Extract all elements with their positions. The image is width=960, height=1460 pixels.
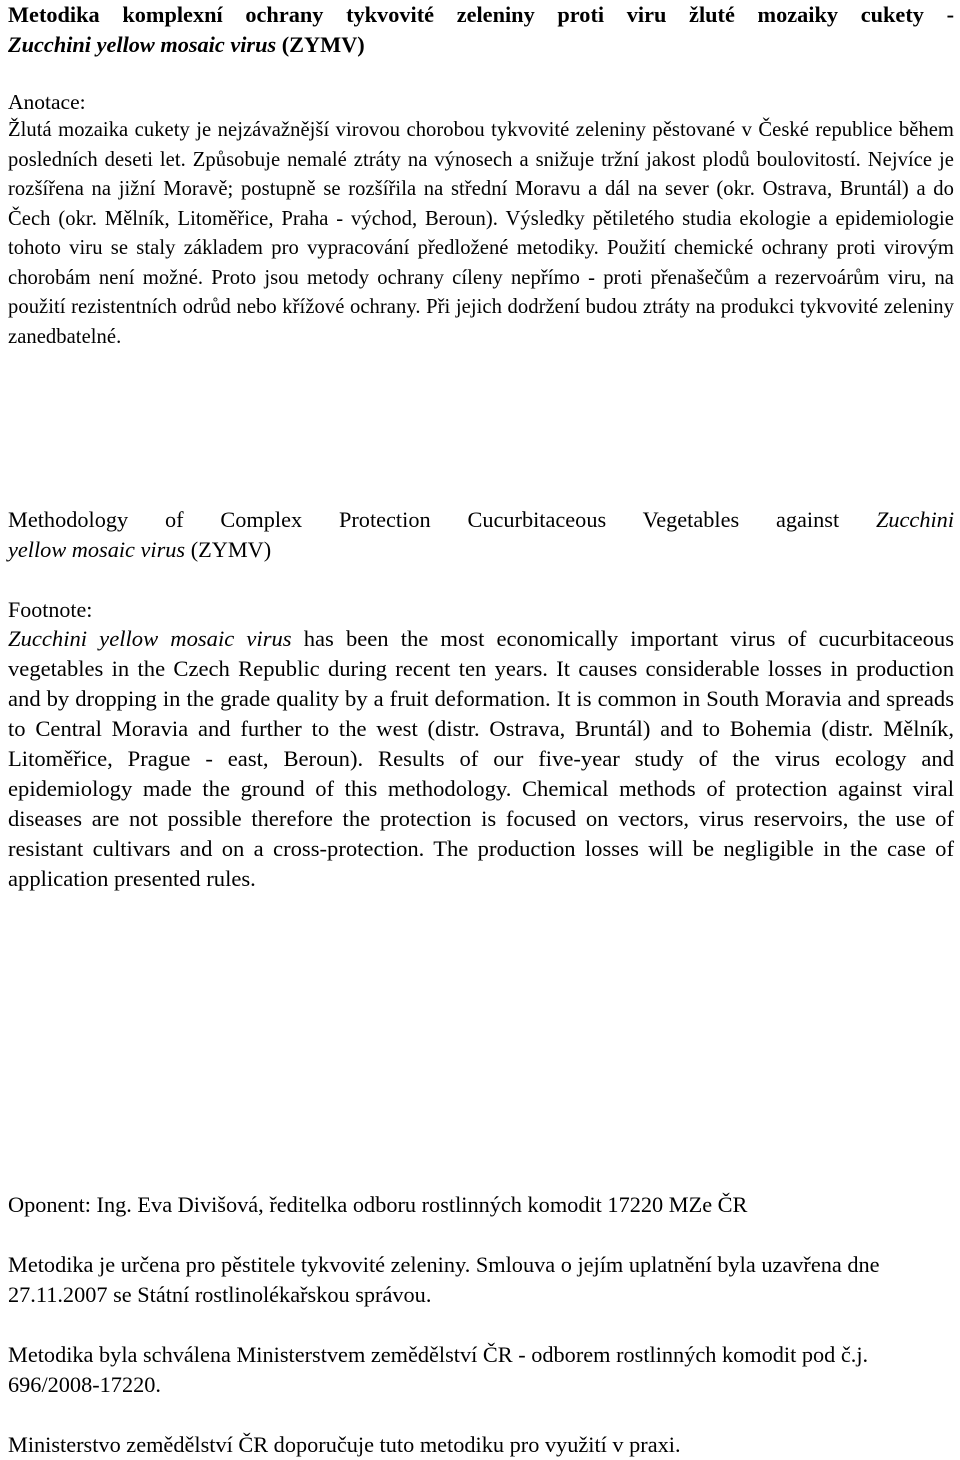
czech-title-suffix: (ZYMV): [276, 32, 365, 57]
approved-line: Metodika byla schválena Ministerstvem zemědělství ČR - odborem rostlinných komodit pod č.j. 696/2008-17220.: [8, 1342, 869, 1397]
czech-annotation-block: [8, 88, 954, 116]
footnote-label: Footnote:: [8, 597, 93, 622]
annotation-text: Žlutá mozaika cukety je nejzávažnější virovou chorobou tykvovité zeleniny pěstované v České republice během posledních deseti let. Způsobuje nemalé ztráty na výnosech a snižuje tržní jakost plodů boulovitostí. Nejvíce je rozšířena na jižní Moravě; postupně se rozšířila na střední Moravu a dál na sever (okr. Ostrava, Bruntál) a do Čech (okr. Mělník, Litoměřice, Praha - východ, Beroun). Výsledky pětiletého studia ekologie a epidemiologie tohoto viru se staly základem pro vypracování předložené metodiky. Použití chemické ochrany proti virovým chorobám není možné. Proto jsou metody ochrany cíleny nepřímo - proti přenašečům a rezervoárům viru, na použití rezistentních odrůd nebo křížové ochrany. Při jejich dodržení budou ztráty na produkci tykvovité zeleniny zanedbatelné.: [8, 119, 954, 348]
english-title-text: Methodology of Complex Protection Cucurbitaceous Vegetables against: [8, 507, 840, 532]
intended-block: [8, 1250, 954, 1310]
czech-title-line2: [8, 30, 954, 60]
approved-block: [8, 1340, 954, 1400]
recommended-block: [8, 1430, 954, 1460]
recommended-line: Ministerstvo zemědělství ČR doporučuje tuto metodiku pro využití v praxi.: [8, 1432, 681, 1457]
opponent-line: Oponent: Ing. Eva Divišová, ředitelka odboru rostlinných komodit 17220 MZe ČR: [8, 1192, 748, 1217]
footnote-virus-name: Zucchini yellow mosaic virus: [8, 626, 292, 651]
czech-title-text: Metodika komplexní ochrany tykvovité zeleniny proti viru žluté mozaiky cukety -: [8, 2, 954, 27]
intended-line: Metodika je určena pro pěstitele tykvovité zeleniny. Smlouva o jejím uplatnění byla uzavřena dne 27.11.2007 se Státní rostlinolékařskou správou.: [8, 1252, 880, 1307]
czech-title-block: [8, 0, 954, 60]
english-title-line2: [8, 535, 954, 565]
english-title-virus-name-2: yellow mosaic virus: [8, 537, 186, 562]
english-title: [8, 505, 954, 565]
czech-annotation-body-block: [8, 116, 954, 352]
english-title-suffix: (ZYMV): [185, 537, 272, 562]
czech-title-virus-name: Zucchini yellow mosaic virus: [8, 32, 277, 57]
english-footnote-body-block: [8, 624, 954, 894]
czech-title: [8, 0, 954, 60]
footnote-text: [8, 624, 954, 894]
english-footnote-block: [8, 595, 954, 625]
opponent-block: [8, 1190, 954, 1220]
english-title-virus-name-1: Zucchini: [875, 507, 955, 532]
footnote-body: has been the most economically important virus of cucurbitaceous vegetables in the Czech Republic during recent ten years. It causes considerable losses in production and by dropping in the grade quality by a fruit deformation. It is common in South Moravia and spreads to Central Moravia and further to the west (distr. Ostrava, Bruntál) and to Bohemia (distr. Mělník, Litoměřice, Prague - east, Beroun). Results of our five-year study of the virus ecology and epidemiology made the ground of this methodology. Chemical methods of protection against viral diseases are not possible therefore the protection is focused on vectors, virus reservoirs, the use of resistant cultivars and on a cross-protection. The production losses will be negligible in the case of application presented rules.: [8, 626, 954, 891]
annotation-label: Anotace:: [8, 90, 86, 114]
english-title-block: [8, 505, 954, 565]
